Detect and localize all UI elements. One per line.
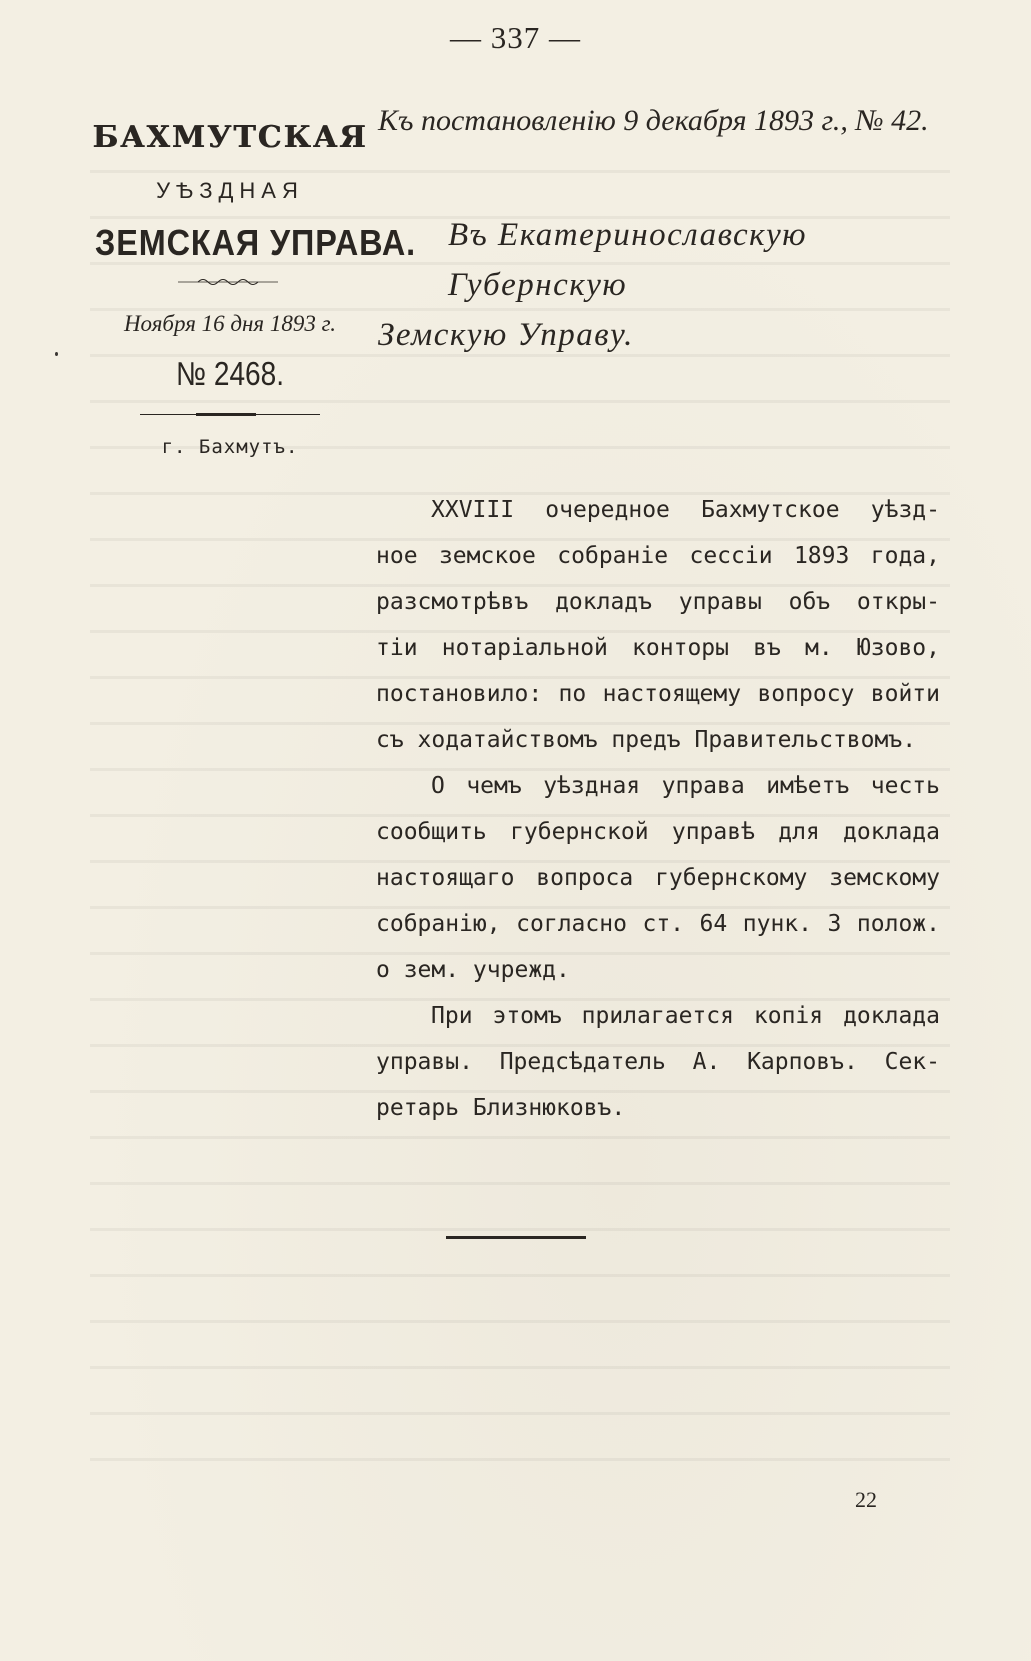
- header-right-reference: Къ постановленію 9 декабря 1893 г., № 42.: [378, 104, 929, 137]
- body-line: тіи нотаріальной конторы въ м. Юзово,: [376, 635, 940, 661]
- body-paragraph: [376, 993, 940, 1131]
- addressee-block: [378, 210, 938, 360]
- body-paragraph: [376, 487, 940, 763]
- header-left-date: Ноября 16 дня 1893 г.: [123, 311, 337, 336]
- body-line: собранію, согласно ст. 64 пунк. 3 полож.: [376, 911, 940, 937]
- body-line: XXVIII очередное Бахмутское уѣзд-: [431, 497, 940, 523]
- addressee-line: Земскую Управу.: [378, 317, 634, 353]
- body-line: сообщить губернской управѣ для доклада: [376, 819, 940, 845]
- header-left-title: БАХМУТСКАЯ: [92, 120, 368, 155]
- body-text: [376, 487, 940, 1131]
- body-paragraph: [376, 763, 940, 993]
- header-left-subtitle: УѢЗДНАЯ: [156, 178, 304, 203]
- divider-rule-bottom: [446, 1236, 586, 1239]
- header-left-organization: ЗЕМСКАЯ УПРАВА.: [95, 222, 417, 263]
- page-number: — 337 —: [450, 20, 581, 55]
- body-line: При этомъ прилагается копія доклада: [431, 1003, 940, 1029]
- body-line: о зем. учрежд.: [376, 957, 570, 983]
- ink-speck: [55, 352, 58, 356]
- ornament-divider-icon: [178, 276, 278, 288]
- body-line: съ ходатайствомъ предъ Правительствомъ.: [376, 727, 917, 753]
- body-line: О чемъ уѣздная управа имѣетъ честь: [431, 773, 940, 799]
- body-line: постановило: по настоящему вопросу войти: [376, 681, 940, 707]
- body-line: ное земское собраніе сессіи 1893 года,: [376, 543, 940, 569]
- body-line: ретарь Близнюковъ.: [376, 1095, 626, 1121]
- body-line: разсмотрѣвъ докладъ управы объ откры-: [376, 589, 940, 615]
- header-left-city: г. Бахмутъ.: [161, 436, 299, 458]
- header-left-number: № 2468.: [175, 355, 285, 392]
- sheet-number: 22: [855, 1487, 877, 1512]
- divider-rule-left-accent: [196, 413, 256, 416]
- addressee-line: Въ Екатеринославскую Губернскую: [448, 217, 807, 303]
- body-line: управы. Предсѣдатель А. Карповъ. Сек-: [376, 1049, 940, 1075]
- body-line: настоящаго вопроса губернскому земскому: [376, 865, 940, 891]
